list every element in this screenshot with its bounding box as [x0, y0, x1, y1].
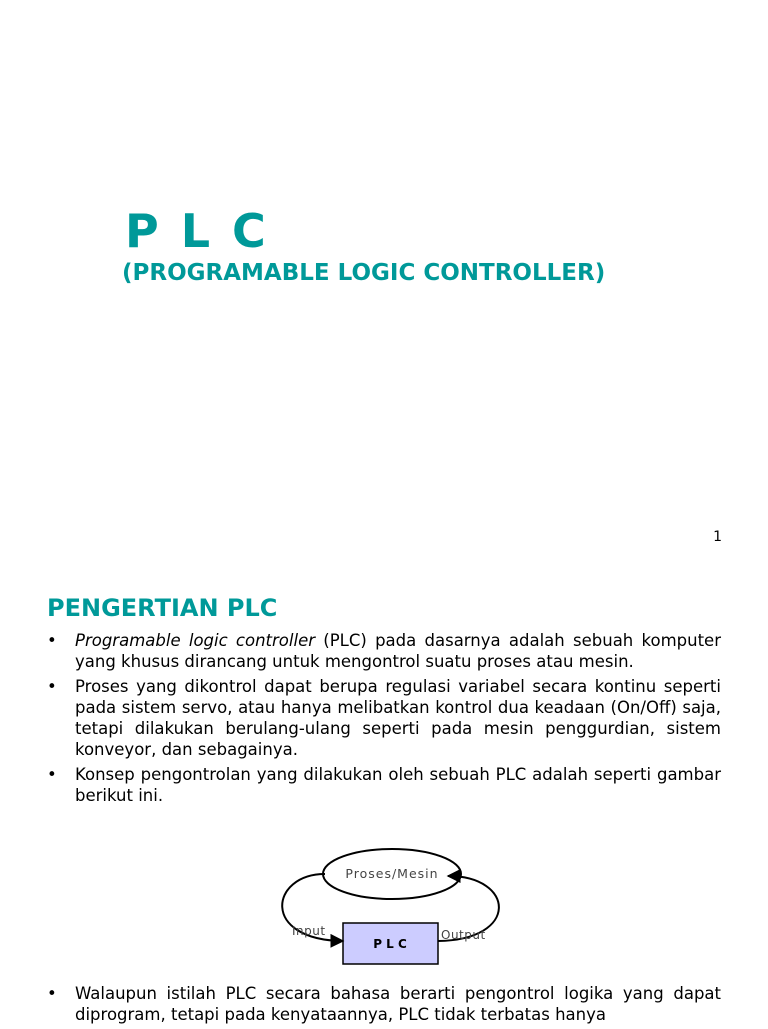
bullet-italic-term: Programable logic controller — [75, 631, 316, 650]
bullet-text: Proses yang dikontrol dapat berupa regulasi variabel secara kontinu seperti pada sistem servo, atau hanya melibatkan kontrol dua keadaan (On/Off) saja, tetapi dilakukan berulang-ulang seperti pada mesin penggurdian, sistem konveyor, dan sebagainya. — [75, 677, 721, 759]
bullet-text: (PLC) pada dasarnya adalah sebuah komputer yang khusus dirancang untuk mengontrol suatu proses atau mesin. — [75, 631, 721, 671]
bullet-item — [47, 630, 721, 672]
bullet-item — [47, 676, 721, 760]
slide-title: P L C — [125, 204, 269, 258]
input-label: Input — [292, 924, 326, 938]
bullet-text: Konsep pengontrolan yang dilakukan oleh sebuah PLC adalah seperti gambar berikut ini. — [75, 765, 721, 805]
plc-control-diagram — [270, 845, 520, 970]
bullet-list — [47, 630, 721, 810]
section-title: PENGERTIAN PLC — [47, 594, 278, 622]
bullet-list — [47, 983, 721, 1029]
bullet-marker: • — [47, 765, 57, 784]
bullet-marker: • — [47, 677, 57, 696]
process-label: Proses/Mesin — [345, 866, 439, 881]
bullet-text: Walaupun istilah PLC secara bahasa berarti pengontrol logika yang dapat diprogram, tetapi pada kenyataannya, PLC tidak terbatas hanya — [75, 984, 721, 1024]
bullet-item — [47, 764, 721, 806]
bullet-marker: • — [47, 631, 57, 650]
plc-label: P L C — [373, 937, 407, 951]
page-number: 1 — [713, 529, 722, 545]
bullet-item — [47, 983, 721, 1025]
slide-subtitle: (PROGRAMABLE LOGIC CONTROLLER) — [122, 260, 606, 286]
bullet-marker: • — [47, 984, 57, 1003]
output-label: Output — [441, 928, 486, 942]
